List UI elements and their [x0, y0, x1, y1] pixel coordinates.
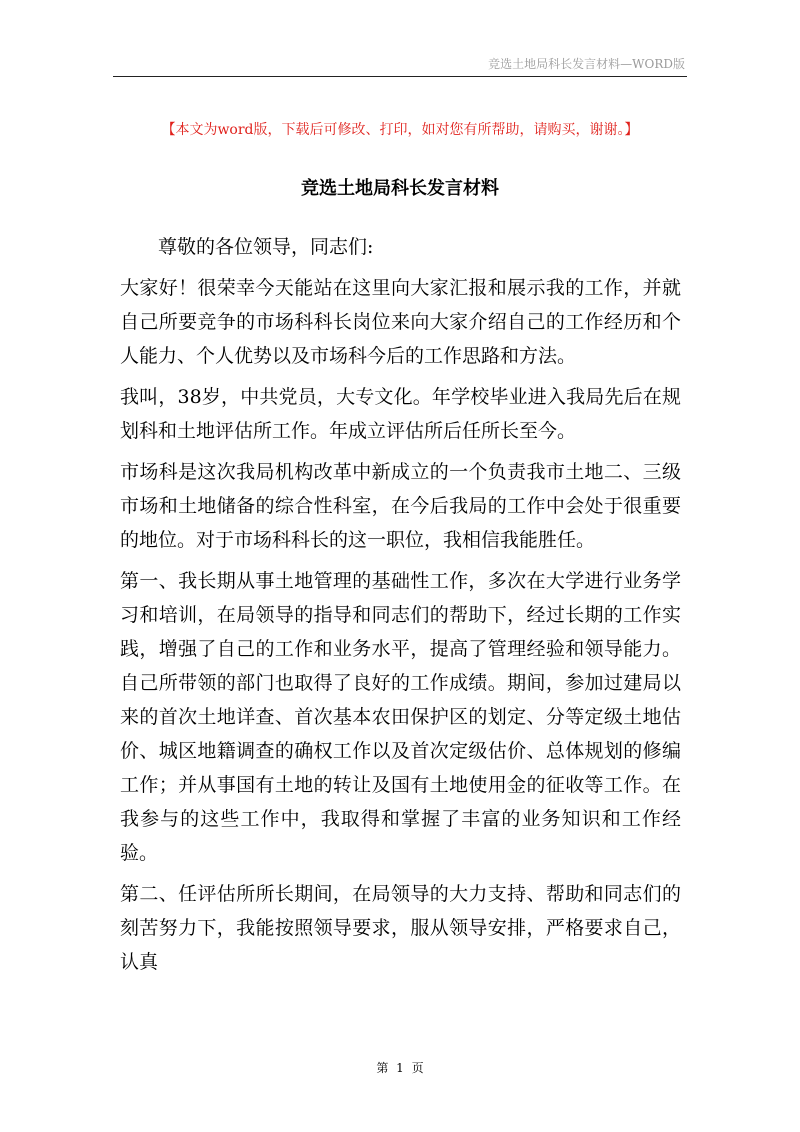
paragraph-5: 第二、任评估所所长期间，在局领导的大力支持、帮助和同志们的刻苦努力下，我能按照领导要求，服从领导安排，严格要求自己，认真 [120, 883, 681, 973]
document-body [120, 230, 681, 986]
greeting: 尊敬的各位领导，同志们: [158, 236, 374, 258]
header-divider [113, 76, 687, 77]
page-prefix: 第 [376, 1061, 389, 1075]
page-suffix: 页 [411, 1061, 424, 1075]
document-title: 竞选土地局科长发言材料 [301, 178, 499, 199]
paragraph-3: 市场科是这次我局机构改革中新成立的一个负责我市土地二、三级市场和土地储备的综合性科室，在今后我局的工作中会处于很重要的地位。对于市场科科长的这一职位，我相信我能胜任。 [120, 461, 681, 551]
download-notice: 【本文为word版，下载后可修改、打印，如对您有所帮助，请购买，谢谢。】 [161, 122, 639, 138]
paragraph-4: 第一、我长期从事土地管理的基础性工作，多次在大学进行业务学习和培训，在局领导的指导和同志们的帮助下，经过长期的工作实践，增强了自己的工作和业务水平，提高了管理经验和领导能力。自己所带领的部门也取得了良好的工作成绩。期间，参加过建局以来的首次土地详查、首次基本农田保护区的划定、分等定级土地估价、城区地籍调查的确权工作以及首次定级估价、总体规划的修编工作；并从事国有土地的转让及国有土地使用金的征收等工作。在我参与的这些工作中，我取得和掌握了丰富的业务知识和工作经验。 [120, 570, 681, 864]
page-number: 1 [396, 1061, 404, 1075]
paragraph-1: 大家好！很荣幸今天能站在这里向大家汇报和展示我的工作，并就自己所要竞争的市场科科长岗位来向大家介绍自己的工作经历和个人能力、个人优势以及市场科今后的工作思路和方法。 [120, 277, 681, 367]
page-footer [0, 1059, 800, 1076]
paragraph-2: 我叫，38岁，中共党员，大专文化。年学校毕业进入我局先后在规划科和土地评估所工作。年成立评估所后任所长至今。 [120, 386, 681, 442]
running-header: 竞选土地局科长发言材料—WORD版 [488, 57, 685, 71]
